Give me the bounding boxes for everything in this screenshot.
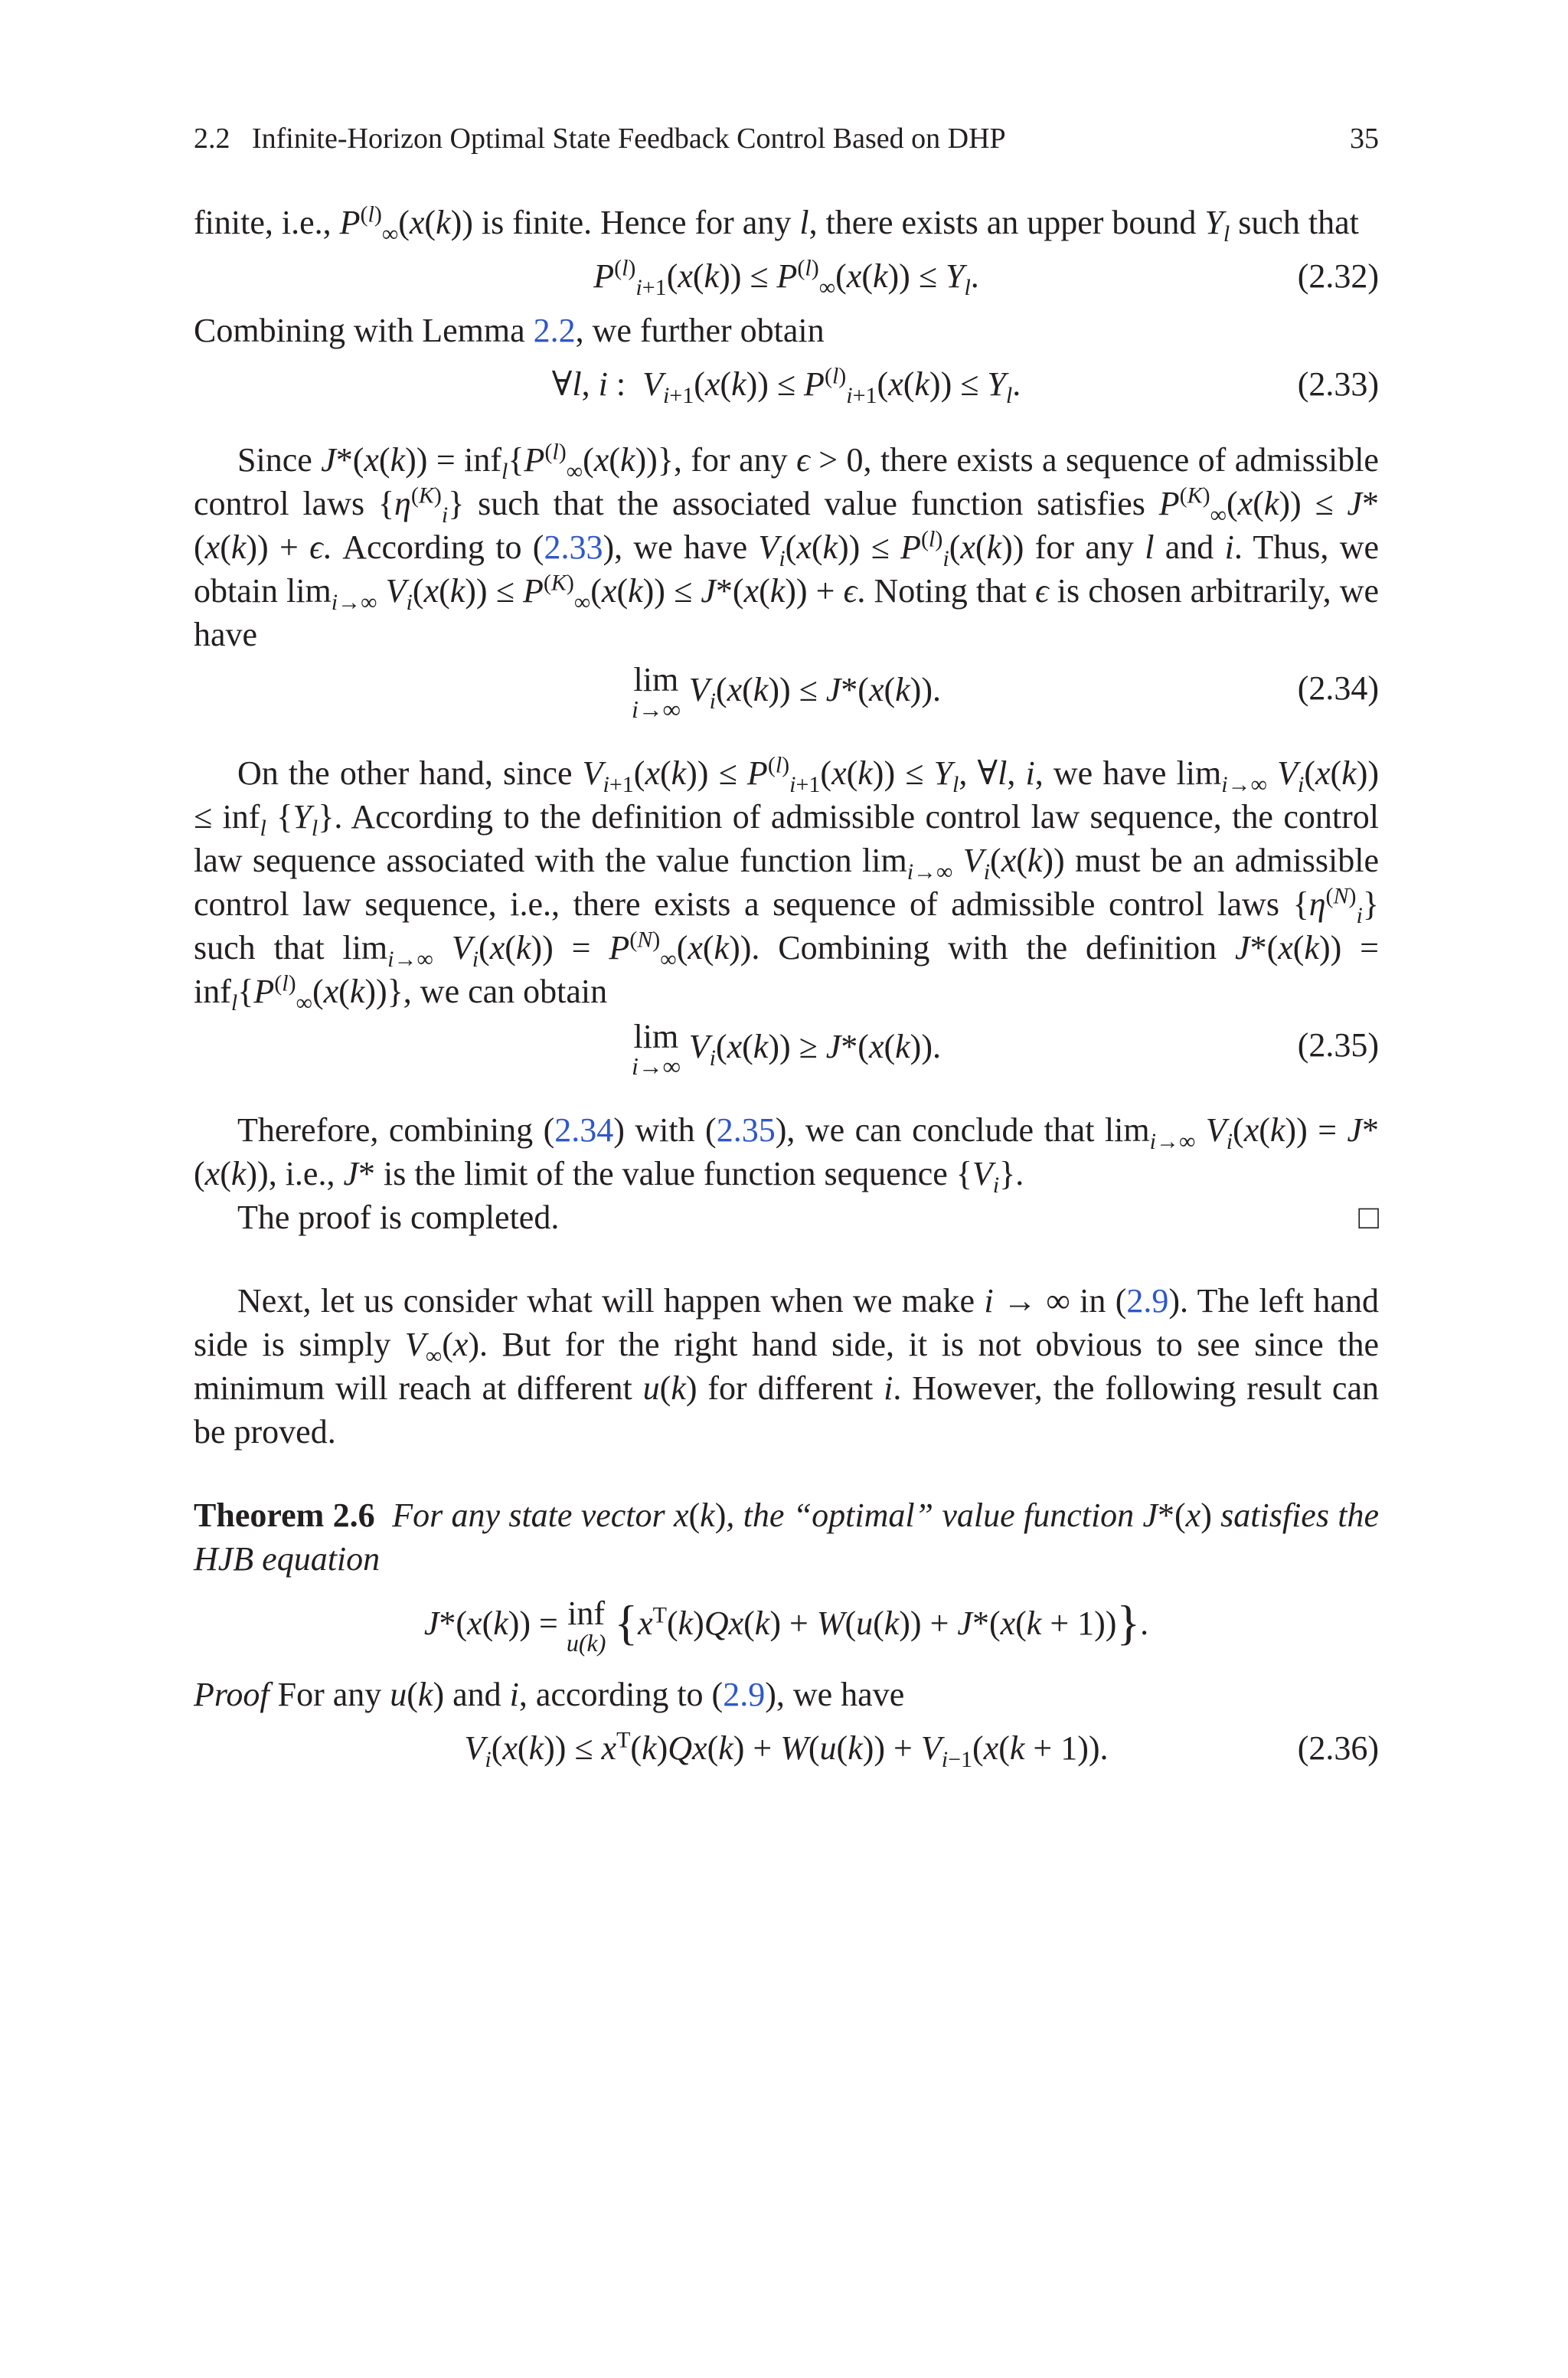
page-number: 35	[1350, 123, 1379, 155]
equation-2-35: lim i→∞ $V_i(x(k)) \ge J*(x(k))$. (2.35)	[632, 1018, 1379, 1080]
cross-reference-link[interactable]: 2.2	[533, 312, 576, 349]
proof-end-line: The proof is completed. □	[194, 1196, 1379, 1239]
equation-2-34: lim i→∞ $V_i(x(k)) \le J*(x(k))$. (2.34)	[632, 661, 1379, 723]
section-title: Infinite-Horizon Optimal State Feedback Control Based on DHP	[252, 123, 1006, 155]
paragraph: Combining with Lemma 2.2, we further obtain	[194, 312, 825, 349]
cross-reference-link[interactable]: 2.34	[554, 1111, 614, 1149]
paragraph: finite, i.e., $P^{(l)}_\infty(x(k))$ is finite. Hence for any l, there exists an upper bound $Y_l$ such that	[194, 201, 1359, 247]
paragraph: Since $J*(x(k)) = inf_l\{P^{(l)}_\infty(x(k))\}$, for any ϵ > 0, there exists a sequence of admissible control laws $\{\eta^{(K)}_i\}$ such that the associated value function satisfies $P^{(K)}_\infty(x(k)) \le J*(x(k)) + \epsilon$. According to (2.33), we have $V_i(x(k)) \le P^{(l)}_i(x(k))$ for any l and i. Thus, we obtain $\lim_{i\to\infty} V_i(x(k)) \le P^{(K)}_\infty(x(k)) \le J*(x(k)) + \epsilon$. Noting that ϵ is chosen arbitrarily, we have	[194, 439, 1380, 653]
equation-label: (2.32)	[1297, 257, 1379, 295]
cross-reference-link[interactable]: 2.35	[716, 1111, 776, 1149]
equation-2-32: $P^{(l)}_{i+1}(x(k)) \le P^{(l)}_\infty(x(k)) \le Y_l$. (2.32)	[194, 244, 1379, 309]
paragraph: On the other hand, since $V_{i+1}(x(k)) \le P^{(l)}_{i+1}(x(k)) \le Y_l$, ∀l, i, we have $\lim_{i\to\infty} V_i(x(k)) \le inf_l$ $\{Y_l\}$. According to the definition of admissible control law sequence, the control law sequence associated with the value function $\lim_{i\to\infty} V_i(x(k))$ must be an admissible control law sequence, i.e., there exists a sequence of admissible control laws $\{\eta^{(N)}_i\}$ such that $\lim_{i\to\infty} V_i(x(k)) = P^{(N)}_\infty(x(k))$. Combining with the definition $J*(x(k)) = inf_l\{P^{(l)}_\infty(x(k))\}$, we can obtain	[194, 752, 1380, 1016]
cross-reference-link[interactable]: 2.9	[723, 1676, 766, 1713]
qed-symbol: □	[1358, 1199, 1379, 1236]
theorem-statement: Theorem 2.6 For any state vector x(k), the “optimal” value function J*(x) satisfies the HJB equation	[194, 1496, 1380, 1578]
equation-2-36: $V_i(x(k)) \le x^T(k)Qx(k) + W(u(k)) + V_{i-1}(x(k + 1))$. (2.36)	[194, 1716, 1379, 1781]
equation-hjb: J*(x(k)) = inf u(k) $\{x^T(k)Qx(k) + W(u(k)) + J*(x(k + 1))\}$.	[423, 1595, 1149, 1657]
equation-label: (2.33)	[1297, 365, 1379, 403]
paragraph: Next, let us consider what will happen when we make i → ∞ in (2.9). The left hand side is simply $V_\infty(x)$. But for the right hand side, it is not obvious to see since the minimum will reach at different u(k) for different i. However, the following result can be proved.	[194, 1282, 1379, 1451]
body-text	[194, 201, 1379, 1781]
equation-label: (2.36)	[1297, 1729, 1379, 1767]
equation-label: (2.35)	[1297, 1026, 1379, 1064]
equation-label: (2.34)	[1297, 669, 1379, 707]
section-number: 2.2	[194, 123, 230, 155]
equation-2-33: ∀l, i : $V_{i+1}(x(k)) \le P^{(l)}_{i+1}(x(k)) \le Y_l$. (2.33)	[194, 352, 1379, 417]
running-header	[194, 121, 1379, 156]
cross-reference-link[interactable]: 2.9	[1126, 1282, 1169, 1320]
cross-reference-link[interactable]: 2.33	[544, 528, 603, 566]
paragraph: Therefore, combining (2.34) with (2.35), we can conclude that $\lim_{i\to\infty} V_i(x(k)) = J*(x(k))$, i.e., J* is the limit of the value function sequence $\{V_i\}$.	[194, 1111, 1380, 1198]
proof-paragraph: Proof For any u(k) and i, according to (2.9), we have	[194, 1676, 905, 1713]
theorem-title: Theorem 2.6	[194, 1496, 375, 1534]
proof-label: Proof	[194, 1676, 270, 1713]
